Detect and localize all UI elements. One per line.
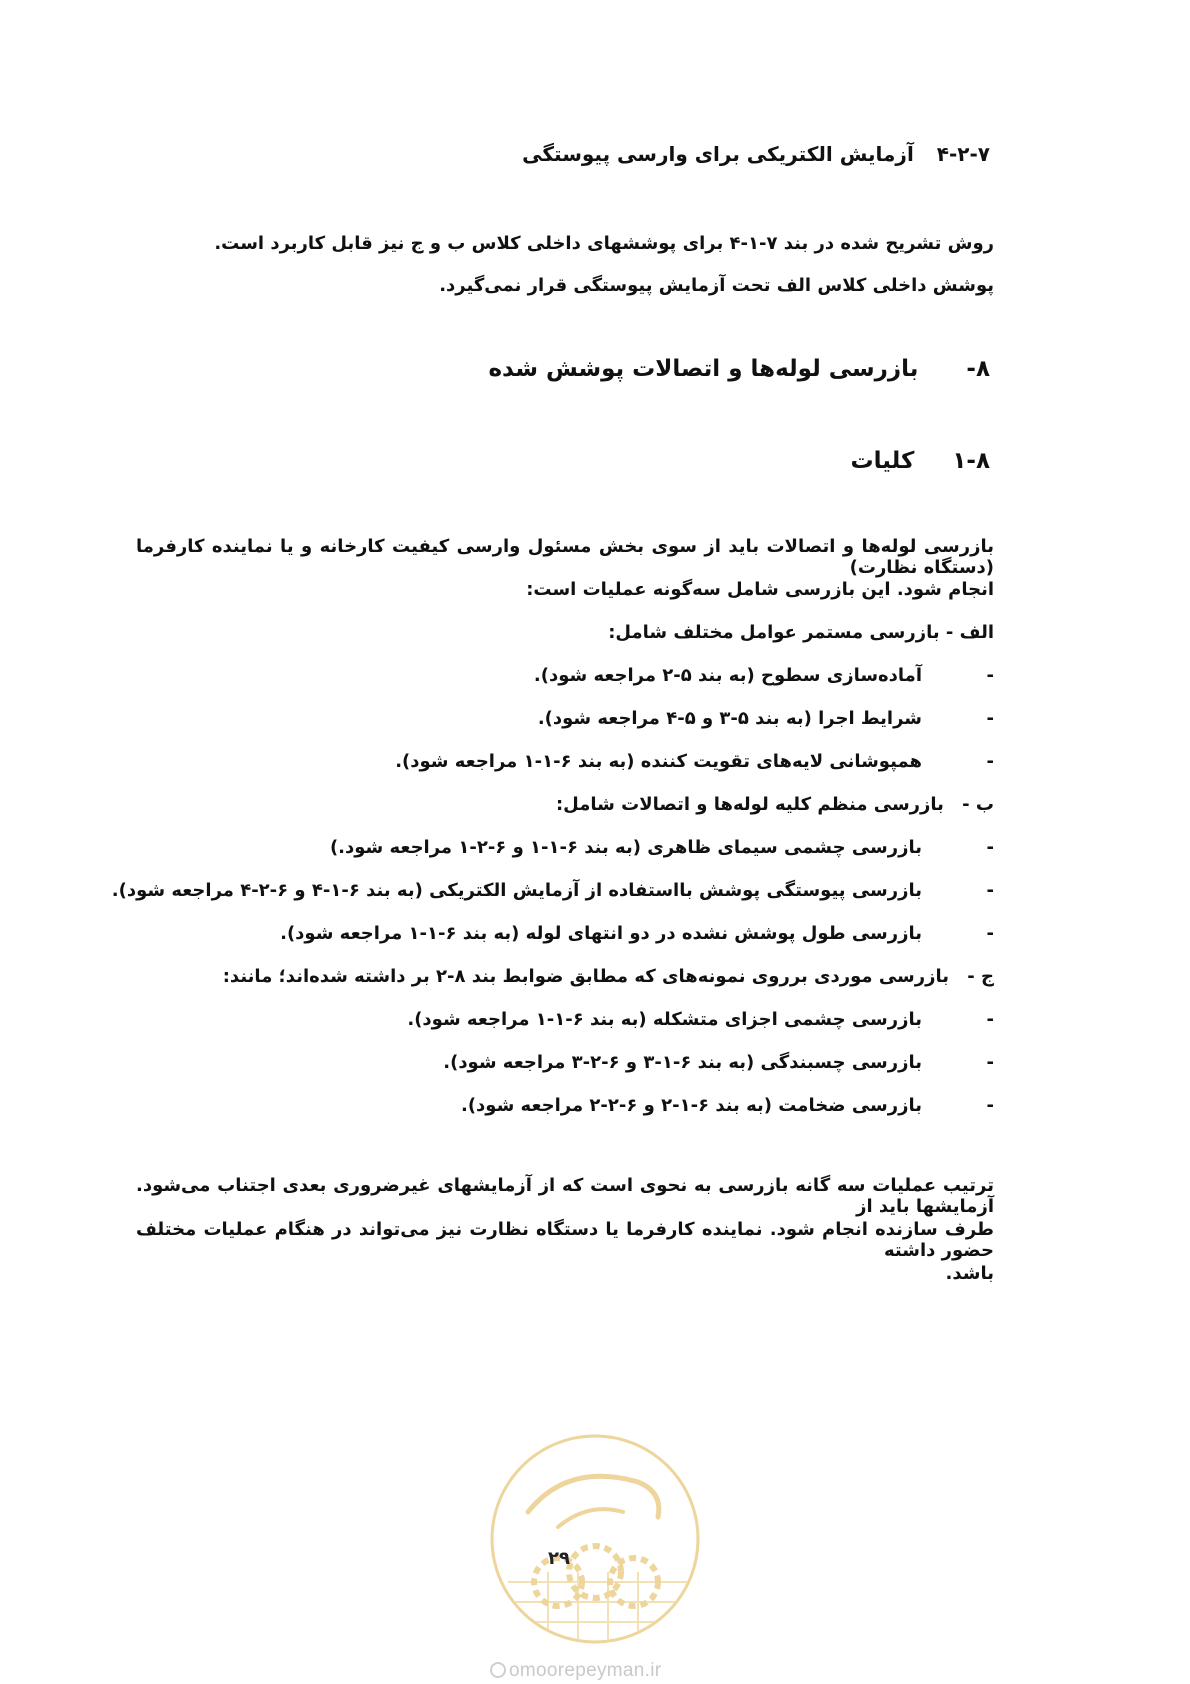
list-item-text: بازرسی طول پوشش نشده در دو انتهای لوله (به بند ۶-۱-۱ مراجعه شود). (280, 923, 922, 944)
group-c-header (136, 966, 994, 987)
watermark-url (490, 1660, 661, 1682)
section-title: بازرسی لوله‌ها و اتصالات پوشش شده (488, 356, 919, 382)
bullet-dash: - (986, 751, 994, 772)
list-item (136, 1009, 994, 1030)
list-item-text: بازرسی چشمی سیمای ظاهری (به بند ۶-۱-۱ و ۶-۲-۱ مراجعه شود.) (329, 837, 922, 858)
section-7-4-2-heading (522, 142, 990, 166)
group-label: ج - (967, 966, 994, 987)
group-b-header (136, 794, 994, 815)
bullet-dash: - (986, 1052, 994, 1073)
bullet-dash: - (986, 665, 994, 686)
page-number: ۲۹ (548, 1548, 570, 1569)
list-item (136, 1095, 994, 1116)
list-item (136, 1052, 994, 1073)
group-text: بازرسی منظم کلیه لوله‌ها و اتصالات شامل: (555, 794, 944, 815)
group-a-header (136, 622, 994, 643)
paragraph-line: باشد. (945, 1263, 994, 1284)
list-item-text: شرایط اجرا (به بند ۵-۳ و ۵-۴ مراجعه شود). (537, 708, 922, 729)
section-8-1-heading (850, 448, 990, 474)
bullet-dash: - (986, 923, 994, 944)
list-item-text: آماده‌سازی سطوح (به بند ۵-۲ مراجعه شود). (533, 665, 922, 686)
bullet-dash: - (986, 1009, 994, 1030)
watermark-seal-icon (488, 1432, 702, 1646)
list-item-text: بازرسی ضخامت (به بند ۶-۱-۲ و ۶-۲-۲ مراجعه شود). (460, 1095, 922, 1116)
group-text: بازرسی موردی برروی نمونه‌های که مطابق ضوابط بند ۸-۲ بر داشته شده‌اند؛ مانند: (222, 966, 949, 987)
paragraph-line: طرف سازنده انجام شود. نماینده کارفرما یا دستگاه نظارت نیز می‌تواند در هنگام عملیات مختلف حضور داشته (136, 1219, 994, 1261)
section-8-heading (488, 356, 990, 382)
group-text: بازرسی مستمر عوامل مختلف شامل: (608, 622, 940, 643)
list-item (136, 923, 994, 944)
section-number: ۴-۲-۷ (936, 142, 990, 166)
watermark-url-text: omoorepeyman.ir (509, 1660, 662, 1681)
section-title: آزمایش الکتریکی برای وارسی پیوستگی (522, 142, 914, 166)
paragraph-line: بازرسی لوله‌ها و اتصالات باید از سوی بخش مسئول وارسی کیفیت کارخانه و یا نماینده کارفرما (دستگاه نظارت) (136, 536, 994, 578)
paragraph-line: پوشش داخلی کلاس الف تحت آزمایش پیوستگی قرار نمی‌گیرد. (439, 275, 994, 296)
list-item-text: همپوشانی لایه‌های تقویت کننده (به بند ۶-۱-۱ مراجعه شود). (395, 751, 922, 772)
list-item (136, 837, 994, 858)
bullet-dash: - (986, 708, 994, 729)
section-number: ۸- (966, 356, 990, 382)
section-number: ۱-۸ (952, 448, 990, 474)
list-item (136, 708, 994, 729)
globe-icon (490, 1662, 506, 1678)
group-label: الف - (945, 622, 994, 643)
paragraph-line: انجام شود. این بازرسی شامل سه‌گونه عملیات است: (526, 579, 994, 600)
paragraph-line: ترتیب عملیات سه گانه بازرسی به نحوی است که از آزمایشهای غیرضروری بعدی اجتناب می‌شود. آزمایشها باید از (136, 1175, 994, 1217)
list-item (111, 880, 994, 901)
bullet-dash: - (986, 1095, 994, 1116)
group-label: ب - (962, 794, 994, 815)
list-item-text: بازرسی چشمی اجزای متشکله (به بند ۶-۱-۱ مراجعه شود). (407, 1009, 922, 1030)
list-item-text: بازرسی پیوستگی پوشش بااستفاده از آزمایش الکتریکی (به بند ۶-۱-۴ و ۶-۲-۴ مراجعه شود). (111, 880, 922, 901)
bullet-dash: - (986, 837, 994, 858)
section-title: کلیات (850, 448, 915, 474)
list-item (136, 751, 994, 772)
list-item-text: بازرسی چسبندگی (به بند ۶-۱-۳ و ۶-۲-۳ مراجعه شود). (443, 1052, 922, 1073)
paragraph-line: روش تشریح شده در بند ۷-۱-۴ برای پوششهای داخلی کلاس ب و ج نیز قابل کاربرد است. (214, 233, 994, 254)
list-item (136, 665, 994, 686)
bullet-dash: - (986, 880, 994, 901)
